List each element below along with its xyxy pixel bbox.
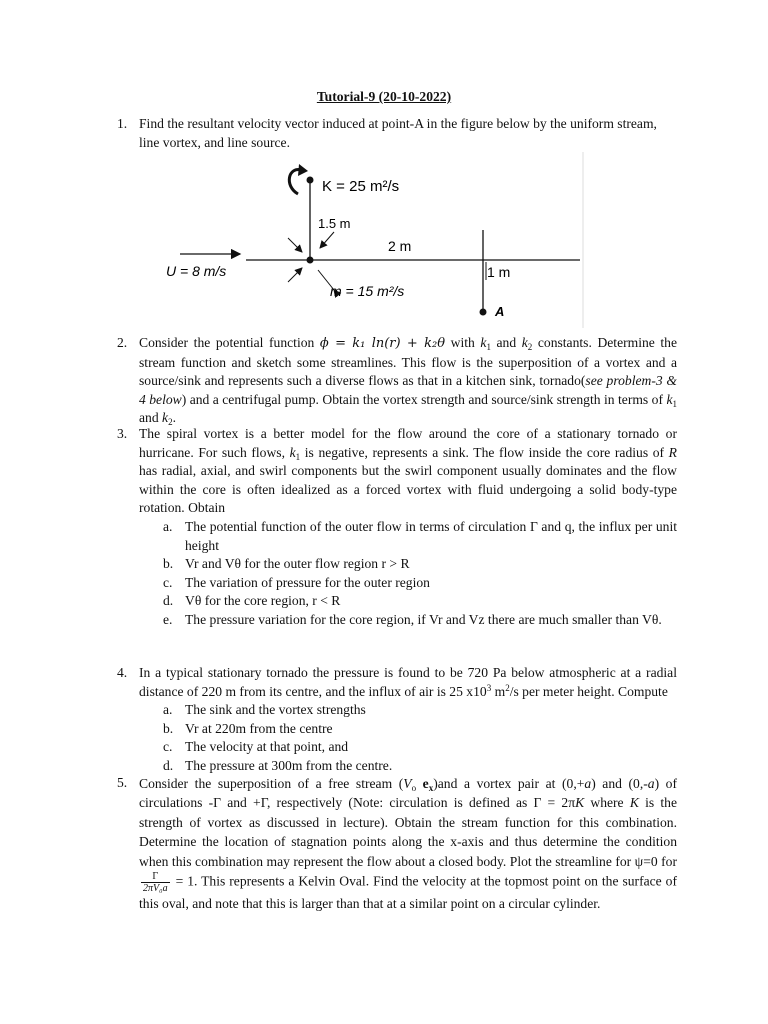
point-a-label: A: [495, 304, 505, 319]
horizontal-distance-label: 2 m: [388, 238, 412, 254]
source-label: m = 15 m²/s: [330, 283, 405, 299]
vortex-point: [307, 177, 314, 184]
potential-formula: ϕ = k₁ ln(r) + k₂θ: [319, 336, 446, 351]
vertical-distance-label: 1.5 m: [318, 216, 351, 231]
question-3: [117, 425, 677, 630]
question-3-item-b: b. Vr and Vθ for the outer flow region r > R: [163, 556, 410, 572]
question-number: 3.: [117, 426, 128, 441]
question-3-item-a: a. The potential function of the outer flow in terms of circulation Γ and q, the influx per unit height: [163, 518, 677, 553]
stream-label: U = 8 m/s: [166, 263, 227, 279]
page-title: Tutorial-9 (20-10-2022): [316, 89, 452, 104]
point-a: [480, 309, 487, 316]
question-2: [117, 334, 677, 428]
offset-distance-label: 1 m: [487, 264, 511, 280]
question-4-item-c: c. The velocity at that point, and: [163, 739, 349, 755]
question-4-item-b: b. Vr at 220m from the centre: [163, 720, 333, 736]
circulation-ratio-fraction: $\frac{\Gamma}{\text{2πV₀a}}$: [143, 871, 168, 895]
flow-figure: [150, 150, 590, 330]
question-4-item-a: a. The sink and the vortex strengths: [163, 702, 366, 718]
question-4: [117, 664, 677, 776]
question-3-text: The spiral vortex is a better model for the flow around the core of a stationary tornado or hurricane. For such flows, $k_1$ is negative, represents a sink. The flow inside the core radius of R has radial, axial, and swirl components but the swirl component usually dominates and the flow within the core is often idealized as a forced vortex with fluid undergoing a solid body-type rotation. Obtain: [139, 426, 677, 516]
question-3-item-c: c. The variation of pressure for the outer region: [163, 574, 430, 590]
question-number: 4.: [117, 665, 128, 680]
source-point: [307, 257, 314, 264]
question-3-item-d: d. Vθ for the core region, r < R: [163, 593, 341, 609]
question-2-text: Consider the potential function ϕ = k₁ ln(r) + k₂θ with $k_1$ and $k_2$ constants. Determine the stream function and sketch some streamlines. This flow is the superposition of a vortex and a source/sink and represents such a diverse flows as that in a kitchen sink, tornado(see problem-3 & 4 below) and a centrifugal pump. Obtain the vortex strength and source/sink strength in terms of $k_1$ and $k_2$.: [139, 335, 677, 428]
question-number: 2.: [117, 335, 128, 350]
question-1-text: Find the resultant velocity vector induced at point-A in the figure below by the uniform stream, line vortex, and line source.: [139, 116, 657, 150]
question-4-item-d: d. The pressure at 300m from the centre.: [163, 757, 393, 773]
question-number: 5.: [117, 775, 128, 790]
question-5-text: Consider the superposition of a free stream ($V_o$ $e_x)and$ a vortex pair at (0,+a) and (0,-a) of circulations -Γ and +Γ, respectively (Note: circulation is defined as Γ = 2πK where K is the strength of vortex as discussed in lecture). Obtain the stream function for this combination. Determine the location of stagnation points along the x-axis and thus determine the condition when this combination may represent the flow about a closed body. Plot the streamline for ψ=0 for $\frac{\Gamma}{\text{2πV₀a}}$ = 1. This represents a Kelvin Oval. Find the velocity at the topmost point on the surface of this oval, and note that this is larger than that at a similar point on a circular cylinder.: [139, 776, 677, 912]
question-3-item-e: e. The pressure variation for the core region, if Vr and Vz there are much smaller than Vθ.: [163, 611, 662, 627]
question-5: [117, 774, 677, 913]
question-1: [117, 115, 677, 152]
question-number: 1.: [117, 116, 128, 131]
vortex-label: K = 25 m²/s: [322, 178, 400, 195]
question-4-text: In a typical stationary tornado the pressure is found to be 720 Pa below atmospheric at a radial distance of 220 m from its centre, and the influx of air is 25 $x10^3$ $m^2/s$ per meter height. Compute: [139, 665, 677, 699]
